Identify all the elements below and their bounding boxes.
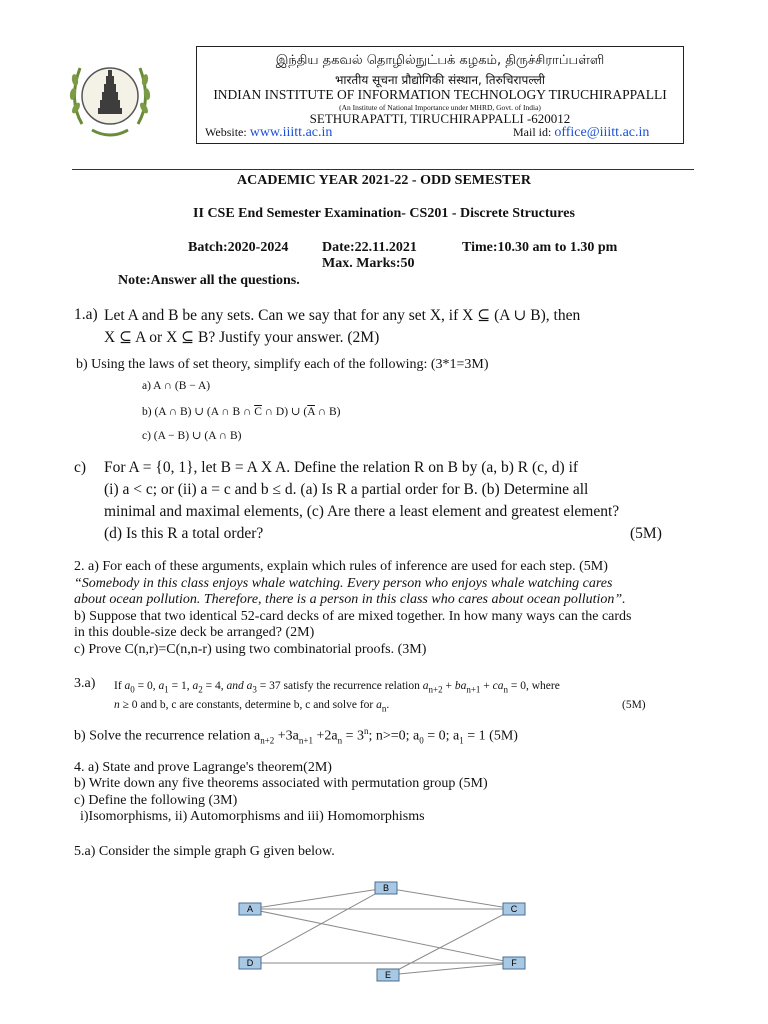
q1b-part-c: c) (A − B) ∪ (A ∩ B) bbox=[142, 430, 242, 442]
website-line bbox=[205, 125, 332, 141]
q1c-line2: (i) a < c; or (ii) a = c and b ≤ d. (a) Is R a partial order for B. (b) Determine all bbox=[104, 481, 589, 498]
institute-name-english: INDIAN INSTITUTE OF INFORMATION TECHNOLOGY TIRUCHIRAPPALLI bbox=[213, 87, 667, 102]
q4b-text: b) Write down any five theorems associated with permutation group (5M) bbox=[74, 776, 488, 791]
edge-a-f bbox=[250, 909, 514, 963]
q2a-quote-line1: “Somebody in this class enjoys whale watching. Every person who enjoys whale watching cares bbox=[74, 576, 613, 591]
institute-header bbox=[196, 46, 684, 144]
graph-node-e bbox=[377, 969, 399, 981]
q1b-part-b: b) (A ∩ B) ∪ (A ∩ B ∩ $\overline{C}$ ∩ D) ∪ ($\overline{A}$ ∩ B) bbox=[142, 406, 341, 418]
mail-link[interactable]: office@iiitt.ac.in bbox=[554, 125, 650, 140]
batch: Batch:2020-2024 bbox=[188, 240, 289, 255]
q2a-text: 2. a) For each of these arguments, explain which rules of inference are used for each step. (5M) bbox=[74, 559, 608, 574]
q1a-line2: X ⊆ A or X ⊆ B? Justify your answer. (2M) bbox=[104, 329, 380, 346]
q1c-line1: For A = {0, 1}, let B = A X A. Define the relation R on B by (a, b) R (c, d) if bbox=[104, 459, 579, 476]
max-marks: Max. Marks:50 bbox=[322, 256, 415, 271]
mail-line bbox=[513, 125, 649, 141]
edge-a-b bbox=[250, 888, 386, 909]
q4c-text: c) Define the following (3M) bbox=[74, 793, 238, 808]
website-link[interactable]: www.iiitt.ac.in bbox=[249, 125, 333, 140]
q3b-text: b) Solve the recurrence relation $a_{n+2} +3a_{n+1} +2a_n = 3^n$; n>=0; $a_0 = 0$; $a_1 = 1$ (5M) bbox=[74, 726, 518, 746]
q1c-label: c) bbox=[74, 459, 87, 476]
q3a-line2: n ≥ 0 and b, c are constants, determine b, c and solve for $a_n$. bbox=[114, 699, 390, 714]
q1b-part-a: a) A ∩ (B − A) bbox=[142, 380, 211, 392]
note: Note:Answer all the questions. bbox=[118, 273, 300, 288]
svg-text:E: E bbox=[384, 970, 392, 980]
exam-title: II CSE End Semester Examination- CS201 - Discrete Structures bbox=[193, 206, 575, 221]
q1a-line1: Let A and B be any sets. Can we say that for any set X, if X ⊆ (A ∪ B), then bbox=[104, 307, 581, 324]
q2b-line1: b) Suppose that two identical 52-card decks of are mixed together. In how many ways can the cards bbox=[74, 609, 632, 624]
svg-text:B: B bbox=[382, 883, 390, 893]
svg-text:D: D bbox=[246, 958, 254, 968]
graph-node-a bbox=[239, 903, 261, 915]
institute-name-hindi: भारतीय सूचना प्रौद्योगिकी संस्थान, तिरुचिरापल्ली bbox=[334, 73, 546, 87]
graph-node-c bbox=[503, 903, 525, 915]
edge-b-c bbox=[386, 888, 514, 909]
simple-graph bbox=[234, 876, 534, 986]
q3a-label: 3.a) bbox=[74, 676, 96, 691]
academic-year: ACADEMIC YEAR 2021-22 - ODD SEMESTER bbox=[237, 173, 531, 188]
q1c-line3: minimal and maximal elements, (c) Are there a least element and greatest element? bbox=[104, 503, 620, 520]
q2c-text: c) Prove C(n,r)=C(n,n-r) using two combinatorial proofs. (3M) bbox=[74, 642, 427, 657]
q4c-items: i)Isomorphisms, ii) Automorphisms and iii) Homomorphisms bbox=[80, 809, 425, 824]
q4a-text: 4. a) State and prove Lagrange's theorem(2M) bbox=[74, 760, 332, 775]
q1c-line4: (d) Is this R a total order? bbox=[104, 525, 264, 542]
q2b-line2: in this double-size deck be arranged? (2M) bbox=[74, 625, 315, 640]
exam-date: Date:22.11.2021 bbox=[322, 240, 417, 255]
q3a-marks: (5M) bbox=[622, 699, 646, 711]
website-label: Website: bbox=[205, 125, 247, 139]
mail-label: Mail id: bbox=[513, 125, 552, 139]
q5a-text: 5.a) Consider the simple graph G given below. bbox=[74, 844, 335, 859]
edge-b-d bbox=[250, 888, 386, 963]
q1a-label: 1.a) bbox=[74, 306, 98, 323]
q3a-line1: If $a_0 = 0$, $a_1 = 1$, $a_2 = 4$, and $a_3 = 37$ satisfy the recurrence relation $a_{n+2} + ba_{n+1} + ca_n = 0$, where bbox=[114, 680, 560, 695]
q1c-marks: (5M) bbox=[630, 525, 662, 542]
svg-text:F: F bbox=[511, 958, 517, 968]
graph-node-b bbox=[375, 882, 397, 894]
exam-time: Time:10.30 am to 1.30 pm bbox=[462, 240, 618, 255]
institute-logo bbox=[62, 46, 158, 146]
graph-node-d bbox=[239, 957, 261, 969]
q2a-quote-line2: about ocean pollution. Therefore, there is a person in this class who cares about ocean pollution”. bbox=[74, 592, 626, 607]
institute-address: SETHURAPATTI, TIRUCHIRAPPALLI -620012 bbox=[309, 111, 571, 126]
svg-text:C: C bbox=[510, 904, 518, 914]
svg-text:A: A bbox=[246, 904, 254, 914]
header-divider bbox=[72, 169, 694, 170]
institute-subtitle: (An Institute of National Importance under MHRD, Govt. of India) bbox=[339, 103, 541, 112]
q1b-text: b) Using the laws of set theory, simplify each of the following: (3*1=3M) bbox=[76, 357, 489, 372]
institute-name-tamil: இந்திய தகவல் தொழில்நுட்பக் கழகம், திருச்சிராப்பள்ளி bbox=[275, 53, 605, 68]
graph-node-f bbox=[503, 957, 525, 969]
